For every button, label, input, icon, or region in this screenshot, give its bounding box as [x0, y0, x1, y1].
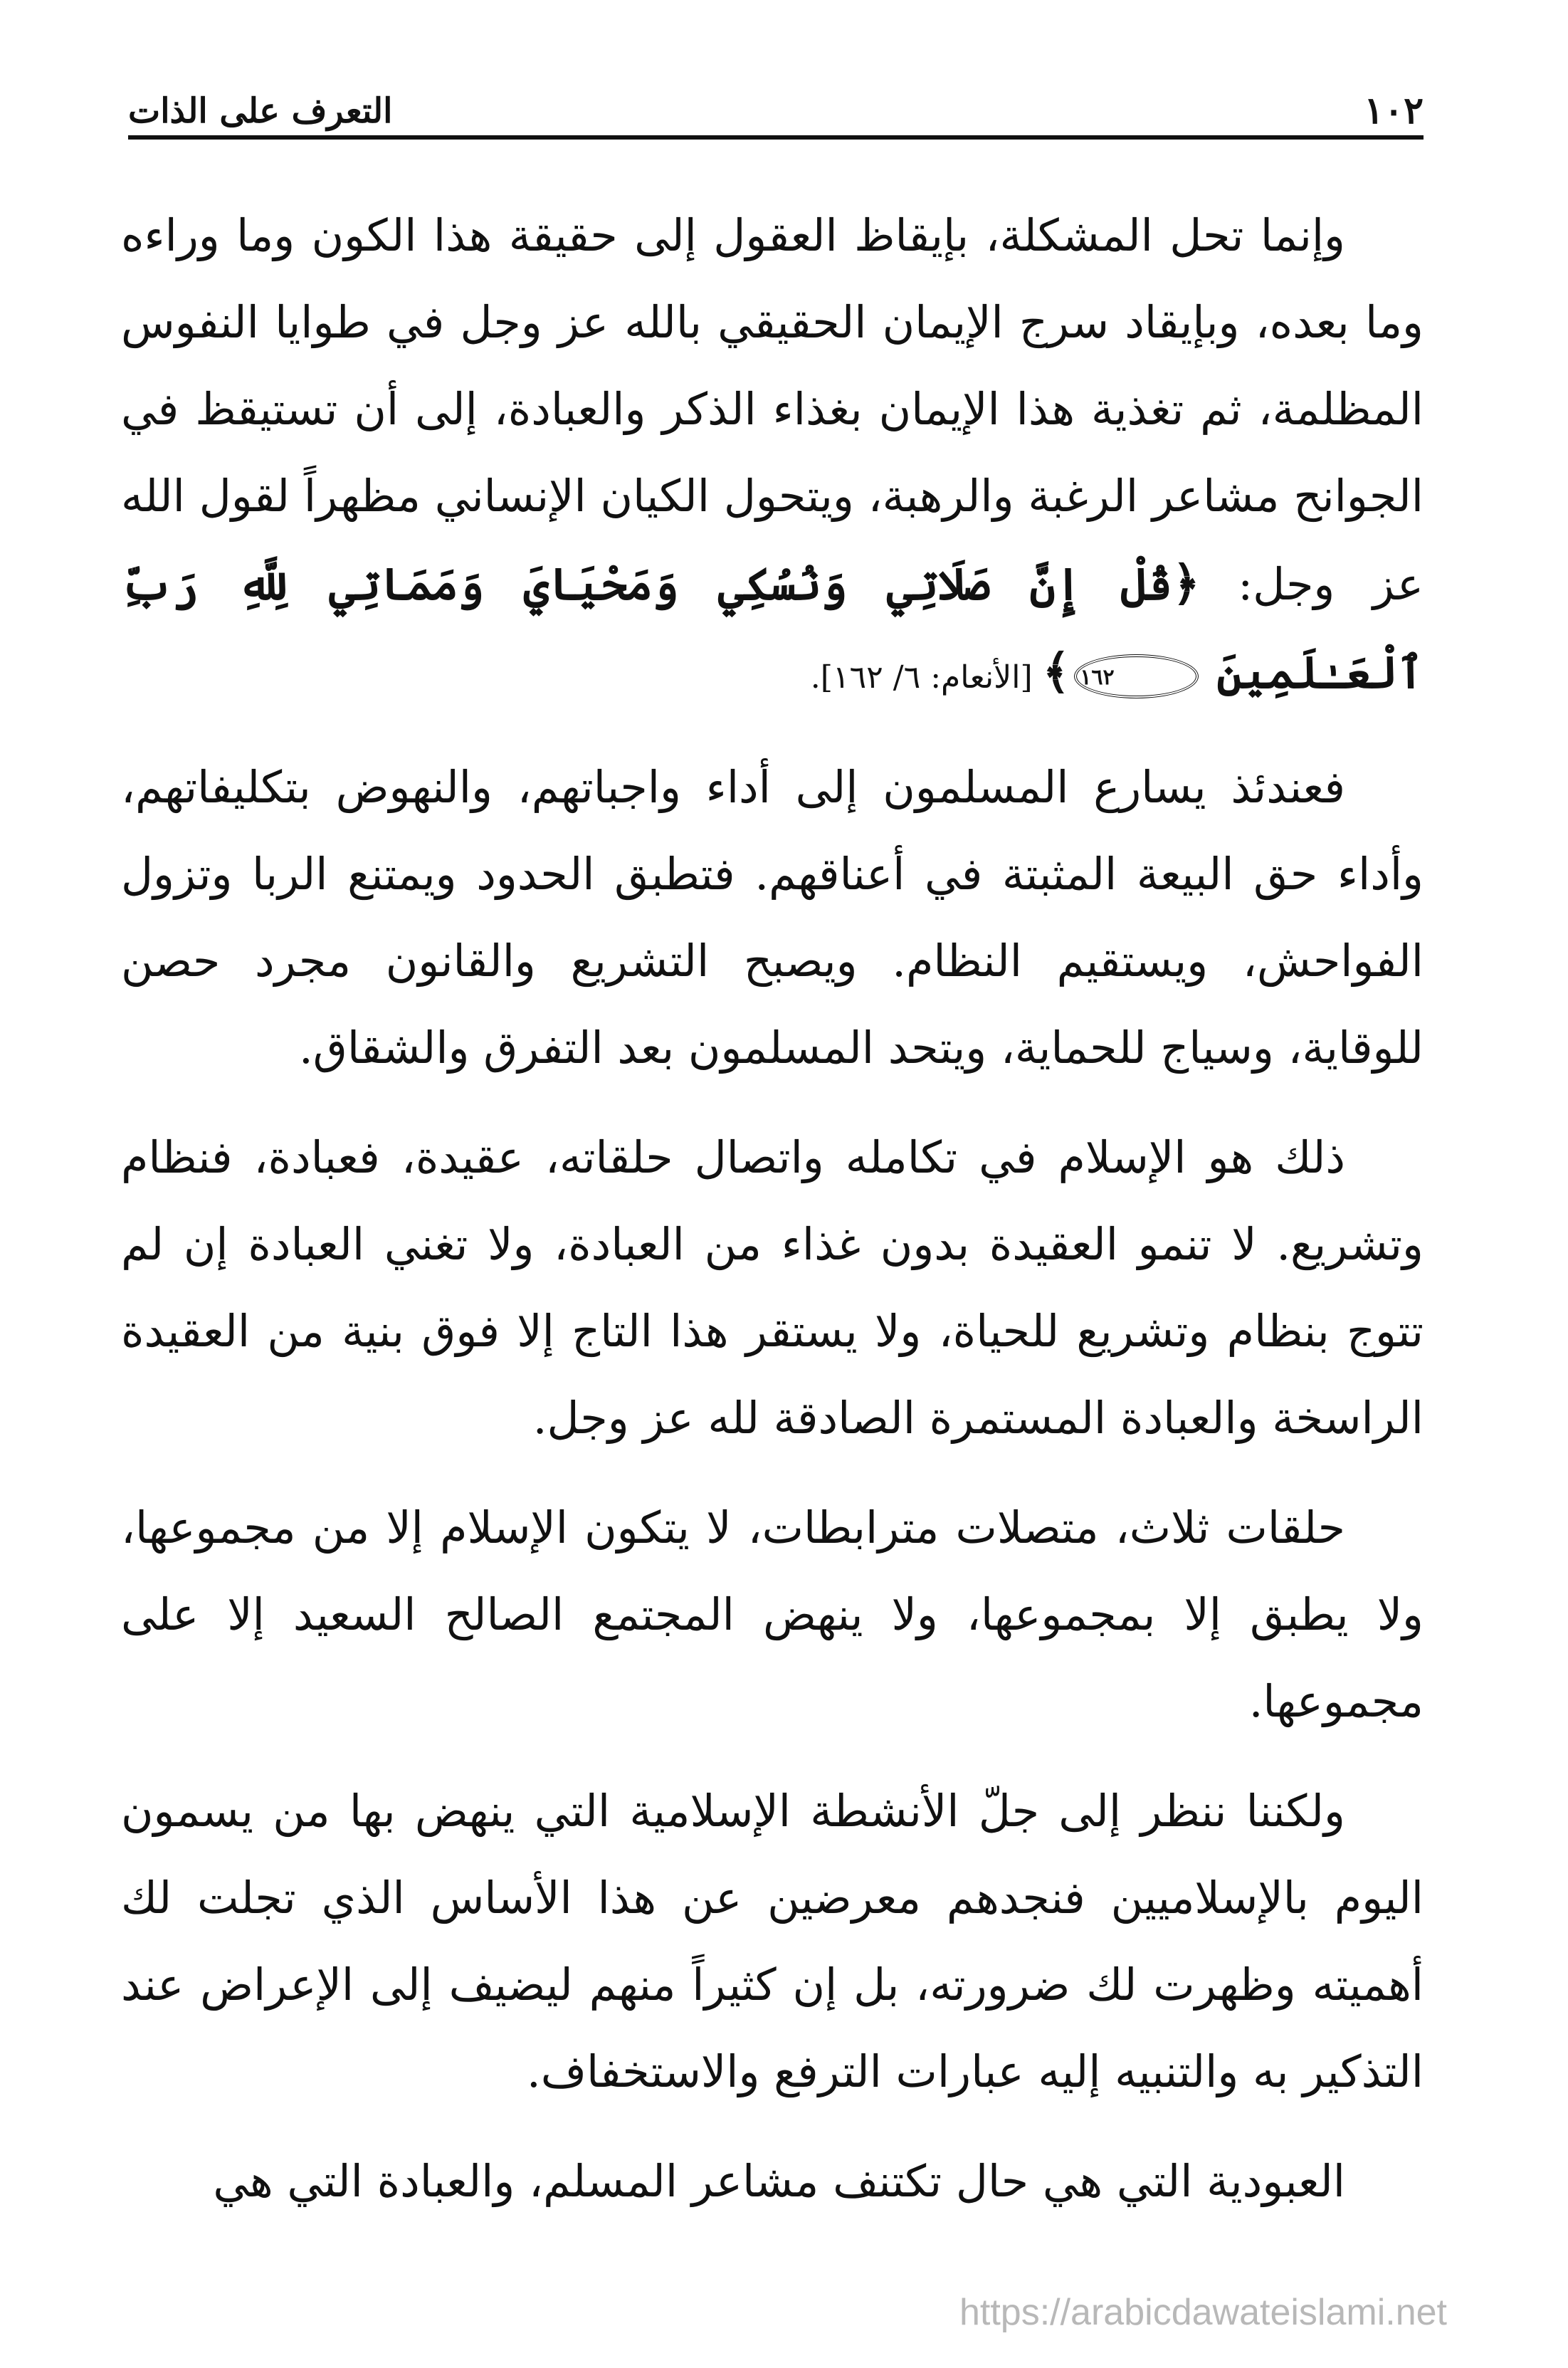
watermark-url: https://arabicdawateislami.net — [959, 2292, 1447, 2333]
paragraph-6: العبودية التي هي حال تكتنف مشاعر المسلم، والعبادة التي هي — [213, 2155, 1345, 2207]
page-number: ١٠٢ — [1364, 89, 1424, 132]
page-body — [121, 192, 1424, 2248]
running-title: التعرف على الذات — [128, 91, 393, 131]
paragraph-5: ولكننا ننظر إلى جلّ الأنشطة الإسلامية التي ينهض بها من يسمون اليوم بالإسلاميين فنجدهم معرضين عن هذا الأساس الذي تجلت لك أهميته وظهرت لك ضرورته، بل إن كثيراً منهم ليضيف إلى الإعراض عند التذكير به والتنبيه إليه عبارات الترفع والاستخفاف. — [121, 1785, 1424, 2097]
page-header — [128, 84, 1424, 141]
quran-close-bracket: ﴾ — [1042, 644, 1070, 699]
header-divider — [128, 135, 1424, 140]
verse-citation: [الأنعام: ٦/ ١٦٢]. — [810, 659, 1043, 696]
paragraph-4: حلقات ثلاث، متصلات مترابطات، لا يتكون الإسلام إلا من مجموعها، ولا يطبق إلا بمجموعها، ولا ينهض المجتمع الصالح السعيد إلا على مجموعها. — [121, 1502, 1424, 1727]
paragraph-3: ذلك هو الإسلام في تكامله واتصال حلقاته، عقيدة، فعبادة، فنظام وتشريع. لا تنمو العقيدة بدون غذاء من العبادة، ولا تغني العبادة إن لم تتوج بنظام وتشريع للحياة، ولا يستقر هذا التاج إلا فوق بنية من العقيدة الراسخة والعبادة المستمرة الصادقة لله عز وجل. — [121, 1131, 1424, 1444]
paragraph-1 — [121, 192, 1424, 721]
paragraph-1-text: وإنما تحل المشكلة، بإيقاظ العقول إلى حقيقة هذا الكون وما وراءه وما بعده، وبإيقاد سرج الإيمان الحقيقي بالله عز وجل في طوايا النفوس المظلمة، ثم تغذية هذا الإيمان بغذاء الذكر والعبادة، إلى أن تستيقظ في الجوانح مشاعر الرغبة والرهبة، ويتحول الكيان الإنساني مظهراً لقول الله عز وجل: — [121, 209, 1424, 610]
paragraph-2: فعندئذ يسارع المسلمون إلى أداء واجباتهم، والنهوض بتكليفاتهم، وأداء حق البيعة المثبتة في أعناقهم. فتطبق الحدود ويمتنع الربا وتزول الفواحش، ويستقيم النظام. ويصبح التشريع والقانون مجرد حصن للوقاية، وسياج للحماية، ويتحد المسلمون بعد التفرق والشقاق. — [121, 761, 1424, 1074]
quran-open-bracket: ﴿ — [1172, 555, 1200, 611]
quran-verse: قُلْ إِنَّ صَلَاتِي وَنُسُكِي وَمَحْيَايَ وَمَمَاتِي لِلَّهِ رَبِّ ٱلْعَـٰلَمِينَ — [121, 558, 1424, 698]
ayah-number-marker: ١٦٢ — [1074, 654, 1198, 698]
